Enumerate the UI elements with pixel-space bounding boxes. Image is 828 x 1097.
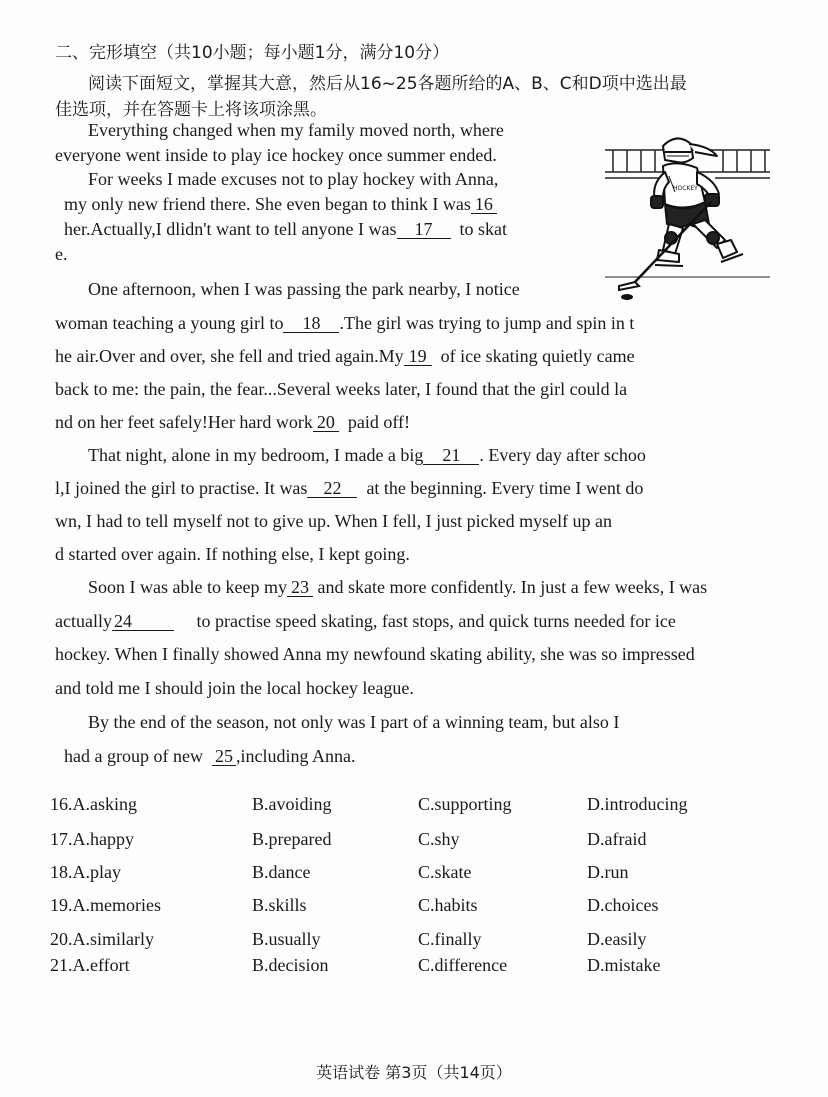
option-c: C.habits bbox=[418, 895, 478, 915]
option-b: B.dance bbox=[252, 862, 311, 882]
blank-25: 25 bbox=[212, 747, 236, 766]
option-b: B.avoiding bbox=[252, 794, 332, 814]
option-c: C.finally bbox=[418, 929, 482, 949]
blank-19: 19 bbox=[404, 347, 432, 366]
option-d: D.mistake bbox=[587, 955, 661, 975]
jersey-text: HOCKEY bbox=[673, 185, 698, 192]
passage-line: and told me I should join the local hockey league. bbox=[55, 678, 414, 698]
option-c: C.difference bbox=[418, 955, 508, 975]
passage-line: back to me: the pain, the fear...Several weeks later, I found that the girl could la bbox=[55, 379, 628, 399]
passage-line: l,I joined the girl to practise. It was 22 at the beginning. Every time I went do bbox=[55, 478, 644, 498]
passage-line: he air.Over and over, she fell and tried again.My 19 of ice skating quietly came bbox=[55, 346, 635, 366]
passage-line: For weeks I made excuses not to play hockey with Anna, bbox=[88, 169, 499, 189]
option-b: B.usually bbox=[252, 929, 321, 949]
passage-line: her.Actually,I dlidn't want to tell anyone I was 17 to skat bbox=[64, 219, 507, 239]
passage-line: had a group of new 25 ,including Anna. bbox=[64, 746, 356, 766]
option-d: D.choices bbox=[587, 895, 659, 915]
blank-17: 17 bbox=[397, 220, 451, 239]
passage-line: By the end of the season, not only was I part of a winning team, but also I bbox=[88, 712, 620, 732]
passage-line: d started over again. If nothing else, I kept going. bbox=[55, 544, 410, 564]
passage-line: Everything changed when my family moved north, where bbox=[88, 120, 504, 140]
passage-line: actually 24 to practise speed skating, fast stops, and quick turns needed for ice bbox=[55, 611, 676, 631]
passage-line: everyone went inside to play ice hockey once summer ended. bbox=[55, 145, 497, 165]
blank-24: 24 bbox=[112, 612, 174, 631]
option-a: 19.A.memories bbox=[50, 895, 161, 915]
page-footer: 英语试卷 第3页（共14页） bbox=[316, 1063, 512, 1082]
blank-21: 21 bbox=[423, 446, 479, 465]
passage-line: e. bbox=[55, 244, 68, 264]
blank-18: 18 bbox=[283, 314, 339, 333]
option-c: C.skate bbox=[418, 862, 472, 882]
option-a: 17.A.happy bbox=[50, 829, 134, 849]
blank-20: 20 bbox=[313, 413, 339, 432]
blank-23: 23 bbox=[287, 578, 313, 597]
option-d: D.easily bbox=[587, 929, 647, 949]
section-heading: 二、完形填空（共10小题；每小题1分，满分10分） bbox=[55, 43, 450, 63]
passage-line: woman teaching a young girl to 18 .The girl was trying to jump and spin in t bbox=[55, 313, 635, 333]
option-a: 20.A.similarly bbox=[50, 929, 154, 949]
passage-line: That night, alone in my bedroom, I made a big 21 . Every day after schoo bbox=[88, 445, 646, 465]
option-c: C.supporting bbox=[418, 794, 512, 814]
option-b: B.skills bbox=[252, 895, 307, 915]
option-d: D.introducing bbox=[587, 794, 688, 814]
option-d: D.run bbox=[587, 862, 629, 882]
option-a: 18.A.play bbox=[50, 862, 121, 882]
option-d: D.afraid bbox=[587, 829, 647, 849]
passage-line: hockey. When I finally showed Anna my newfound skating ability, she was so impressed bbox=[55, 644, 695, 664]
passage-line: my only new friend there. She even began to think I was 16 bbox=[64, 194, 497, 215]
instructions-line-1: 阅读下面短文，掌握其大意，然后从16~25各题所给的A、B、C和D项中选出最 bbox=[88, 74, 687, 94]
option-b: B.decision bbox=[252, 955, 329, 975]
passage-line: Soon I was able to keep my 23 and skate more confidently. In just a few weeks, I was bbox=[88, 577, 708, 597]
blank-22: 22 bbox=[307, 479, 357, 498]
passage-line: wn, I had to tell myself not to give up. When I fell, I just picked myself up an bbox=[55, 511, 613, 531]
passage-line: nd on her feet safely!Her hard work 20 paid off! bbox=[55, 412, 411, 432]
option-a: 21.A.effort bbox=[50, 955, 130, 975]
instructions-line-2: 佳选项，并在答题卡上将该项涂黑。 bbox=[55, 100, 327, 120]
option-c: C.shy bbox=[418, 829, 460, 849]
option-a: 16.A.asking bbox=[50, 794, 137, 814]
blank-16: 16 bbox=[471, 195, 497, 214]
hockey-player-illustration bbox=[605, 132, 770, 302]
passage-line: One afternoon, when I was passing the park nearby, I notice bbox=[88, 279, 520, 299]
option-b: B.prepared bbox=[252, 829, 332, 849]
